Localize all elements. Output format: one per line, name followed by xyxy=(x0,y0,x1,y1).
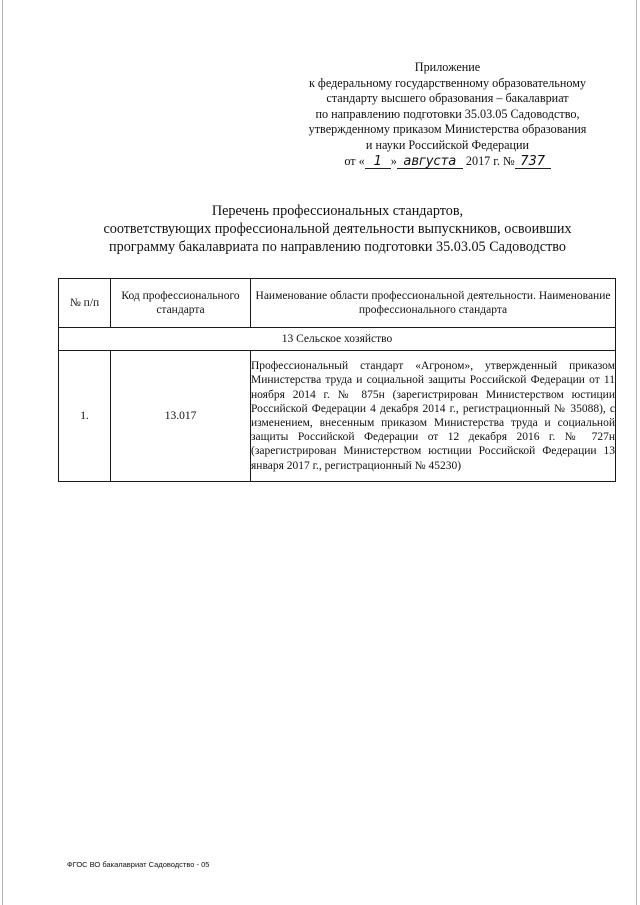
document-title xyxy=(60,202,615,256)
section-row xyxy=(59,328,616,351)
date-day-handwritten: 1 xyxy=(365,155,391,169)
table-header-row xyxy=(59,279,616,328)
standard-description: Профессиональный стандарт «Агроном», утвержденный приказом Министерства труда и социальной защиты Российской Федерации от 11 ноября 2014 г. № 875н (зарегистрирован Министерством юстиции Российской Федерации 4 декабря 2014 г., регистрационный № 35088), с изменением, внесенным приказом Министерства труда и социальной защиты Российской Федерации от 12 декабря 2016 г. № 727н (зарегистрирован Министерством юстиции Российской Федерации 13 января 2017 г., регистрационный № 45230) xyxy=(251,351,616,482)
header-line: стандарту высшего образования – бакалавриат xyxy=(326,91,569,106)
date-year: 2017 г. № xyxy=(465,153,515,168)
appendix-header xyxy=(290,60,605,169)
header-num: № п/п xyxy=(59,279,111,328)
table-row xyxy=(59,351,616,482)
date-month-handwritten: августа xyxy=(397,155,463,169)
order-number-handwritten: 737 xyxy=(515,155,551,169)
page-edge-left xyxy=(2,0,3,905)
header-line: к федеральному государственному образовательному xyxy=(308,75,587,90)
row-number: 1. xyxy=(59,351,111,482)
title-line: соответствующих профессиональной деятельности выпускников, освоивших xyxy=(103,221,572,237)
header-line: и науки Российской Федерации xyxy=(365,137,530,152)
page-edge-right xyxy=(636,0,637,905)
title-line: программу бакалавриата по направлению подготовки 35.03.05 Садоводство xyxy=(109,239,566,255)
standards-table xyxy=(58,278,616,482)
header-code: Код профессионального стандарта xyxy=(111,279,251,328)
header-line: по направлению подготовки 35.03.05 Садоводство, xyxy=(315,106,580,121)
header-name: Наименование области профессиональной деятельности. Наименование профессионального стандарта xyxy=(251,279,616,328)
date-prefix: от « xyxy=(344,153,365,168)
order-date-line xyxy=(290,154,605,170)
header-line: Приложение xyxy=(414,60,481,74)
section-title: 13 Сельское хозяйство xyxy=(59,328,616,351)
date-mid: » xyxy=(390,153,397,168)
page-footer: ФГОС ВО бакалавриат Садоводство - 05 xyxy=(67,860,210,869)
title-line: Перечень профессиональных стандартов, xyxy=(211,203,464,219)
standard-code: 13.017 xyxy=(111,351,251,482)
header-line: утвержденному приказом Министерства образования xyxy=(308,122,587,137)
